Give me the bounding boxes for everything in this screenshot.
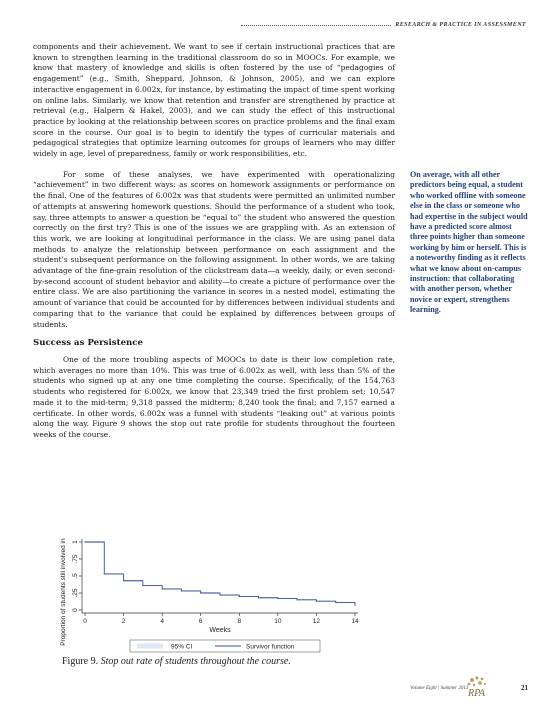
y-tick-label: 1 [72, 540, 79, 544]
data-point [354, 605, 355, 606]
figure-9-chart [55, 538, 375, 698]
page-number: 21 [521, 684, 528, 692]
data-point [181, 590, 182, 591]
data-point [258, 597, 259, 598]
paragraph-3: One of the more troubling aspects of MOOCs to date is their low completion rate, which averages no more than 10%. This was true of 6.002x as well, with less than 5% of the students who signed up at any one time completing the course. Specifically, of the 154,763 students who registered for 6.002x, we know that 23,349 tried the first problem set; 10,547 made it to the mid-term; 9,318 passed the midterm; 8,240 took the final; and 7,157 earned a certificate. In other words, 6.002x was a funnel with students “leaking out” at various points along the way. Figure 9 shows the stop out rate profile for students throughout the fourteen weeks of the course. [33, 354, 395, 439]
paragraph-2: For some of these analyses, we have experimented with operationalizing “achievement” in two different ways: as scores on homework assignments or performance on the final. One of the features of 6.002x was that students were permitted an unlimited number of attempts at answering homework questions. Should the performance of a student who took, say, three attempts to answer a question be “equal to” the student who answered the question correctly on the first try? This is one of the issues we are grappling with. As an extension of this work, we are looking at longitudinal performance in the class. We are using panel data methods to analyze the relationship between performance on each assignment and the student’s subsequent performance on the following assignment. In other words, we are taking advantage of the fine-grain resolution of the clickstream data—a weekly, daily, or even second-by-second account of student behavior and ability—to create a picture of performance over the entire class. We are also partitioning the variance in scores in a nested model, estimating the amount of variance that could be accounted for by differences between individual students and comparing that to the variance that could be explained by differences between groups of students. [33, 169, 395, 329]
header-dotted-rule [241, 25, 391, 26]
y-axis-label: Proportion of students still involved in the course [60, 538, 67, 646]
footer-issue: Volume Eight | Summer 2013 [410, 686, 469, 691]
legend-ci-swatch [137, 644, 163, 649]
data-point [335, 602, 336, 603]
data-point [84, 541, 85, 542]
x-tick-label: 12 [312, 618, 321, 625]
legend-ci-label: 95% CI [171, 643, 193, 651]
page-footer [410, 677, 530, 707]
data-point [219, 594, 220, 595]
data-point [162, 588, 163, 589]
logo-text: RPA [468, 688, 486, 699]
x-tick-label: 4 [160, 618, 164, 625]
data-point [123, 580, 124, 581]
main-column [33, 42, 395, 441]
x-tick-label: 0 [83, 618, 87, 625]
legend-survivor-label: Survivor function [246, 643, 295, 651]
data-point [200, 592, 201, 593]
running-head: RESEARCH & PRACTICE IN ASSESSMENT [395, 22, 526, 28]
x-axis-label: Weeks [209, 627, 231, 634]
x-tick-label: 8 [237, 618, 242, 625]
data-point [104, 573, 105, 574]
y-tick-label: 0 [72, 608, 79, 612]
caption-text: Stop out rate of students throughout the course. [100, 656, 291, 667]
figure-caption [62, 656, 291, 667]
section-heading: Success as Persistence [33, 338, 144, 349]
rpa-logo [460, 675, 518, 703]
y-tick-label: .5 [72, 573, 79, 579]
data-point [277, 598, 278, 599]
x-tick-label: 6 [198, 618, 203, 625]
y-tick-label: .75 [72, 554, 79, 564]
data-point [316, 601, 317, 602]
sidebar-pullquote: On average, with all other predictors being equal, a student who worked offline with someone else in the class or someone who had expertise in the subject would have a predicted score almost three points higher than someone working by him or herself. This is a noteworthy finding as it reflects what we know about on-campus instruction: that collaborating with another person, whether novice or expert, strengthens learning. [410, 170, 528, 315]
caption-label: Figure 9. [62, 656, 99, 667]
data-point [297, 599, 298, 600]
y-tick-label: .25 [72, 588, 79, 598]
x-tick-label: 2 [121, 618, 126, 625]
data-point [142, 585, 143, 586]
running-header [241, 22, 526, 28]
x-tick-label: 10 [274, 618, 282, 625]
x-tick-label: 14 [351, 618, 359, 625]
survival-chart-svg [55, 538, 375, 698]
data-point [239, 596, 240, 597]
paragraph-1: components and their achievement. We want to see if certain instructional practices that are known to strengthen learning in the traditional classroom do so in MOOCs. For example, we know that mastery of knowledge and skills is often fostered by the use of “pedagogies of engagement” (e.g., Smith, Sheppard, Johnson, & Johnson, 2005), and we can explore interactive engagement in 6.002x, for instance, by estimating the impact of time spent working on online labs. Similarly, we know that retention and transfer are strengthened by practice at retrieval (e.g., Halpern & Hakel, 2003), and we can study the effect of this instructional practice by looking at the relationship between scores on practice problems and the final exam score in the course. Our goal is to begin to identify the types of curricular materials and pedagogical strategies that optimize learning outcomes for groups of learners who may differ widely in age, level of preparedness, family or work responsibilities, etc. [33, 42, 395, 159]
